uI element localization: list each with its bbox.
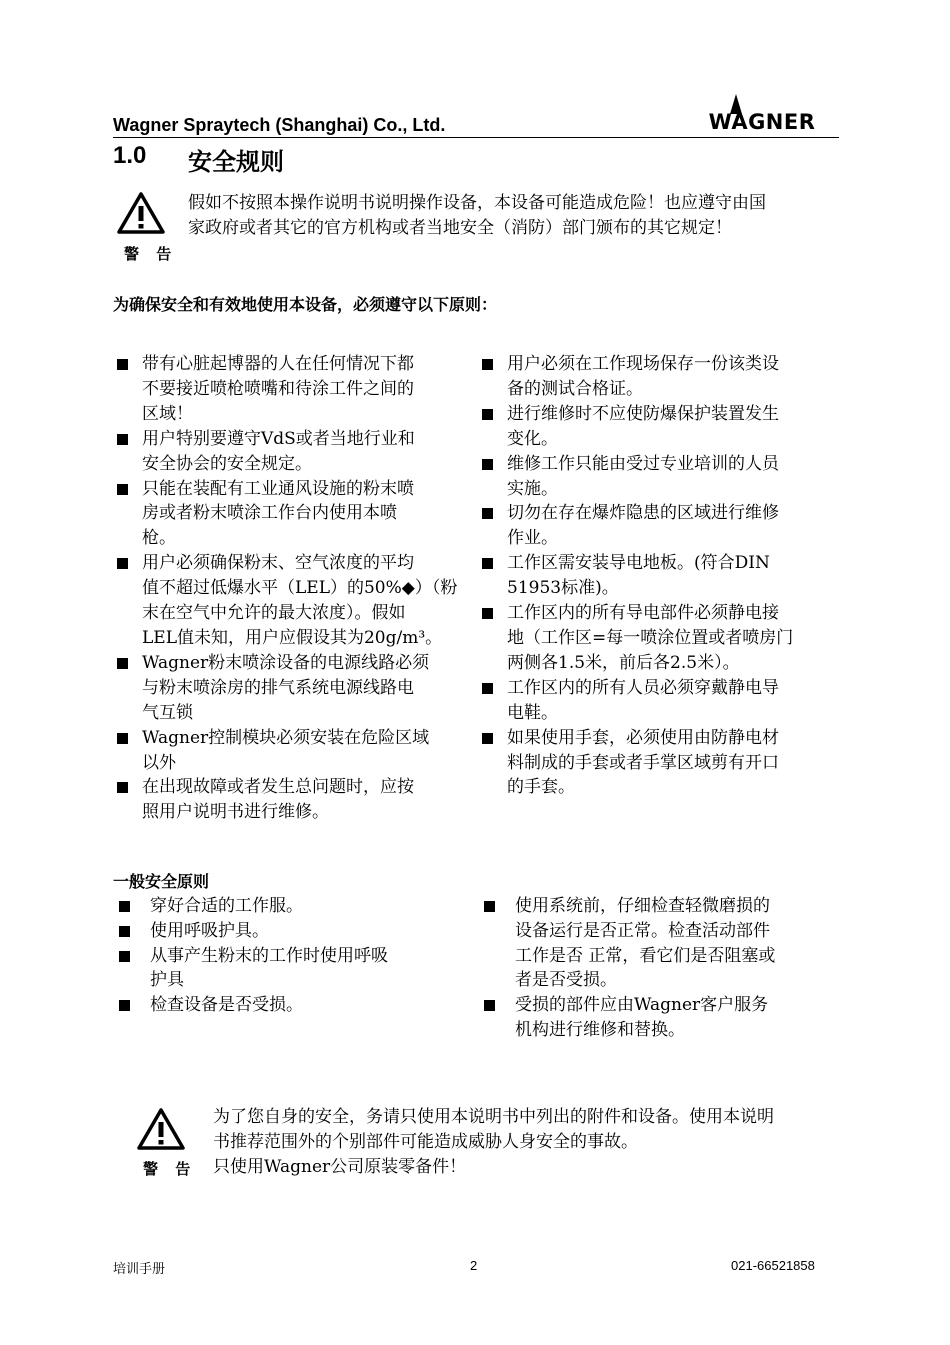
bullet-square-icon — [119, 926, 130, 937]
footer-phone: 021-66521858 — [731, 1258, 815, 1273]
bullet-square-icon — [482, 683, 493, 694]
page-number: 2 — [470, 1258, 478, 1273]
company-name: Wagner Spraytech (Shanghai) Co., Ltd. — [113, 115, 446, 135]
bullet-square-icon — [119, 1000, 130, 1011]
header-divider — [113, 137, 839, 138]
list-item: 只能在装配有工业通风设施的粉末喷 房或者粉末喷涂工作台内使用本喷 枪。 — [113, 477, 458, 552]
bullet-square-icon — [117, 359, 128, 370]
warning-line: 假如不按照本操作说明书说明操作设备，本设备可能造成危险！也应遵守由国 — [188, 193, 766, 213]
warning-label: 警 告 — [124, 245, 178, 263]
list-item: 在出现故障或者发生总问题时，应按 照用户说明书进行维修。 — [113, 775, 458, 825]
warning-text — [213, 1105, 853, 1180]
bullet-square-icon — [482, 733, 493, 744]
warning-line: 只使用Wagner公司原装零备件！ — [213, 1157, 467, 1177]
list-item: 维修工作只能由受过专业培训的人员 实施。 — [478, 452, 823, 502]
bullet-square-icon — [482, 409, 493, 420]
bullet-square-icon — [117, 434, 128, 445]
bullet-square-icon — [117, 733, 128, 744]
list-item: 用户必须确保粉末、空气浓度的平均 值不超过低爆水平（LEL）的50%◆）（粉 末在空气中允许的最大浓度）。假如 LEL值未知，用户应假设其为20g/m³。 — [113, 551, 458, 651]
bullet-square-icon — [482, 558, 493, 569]
bullet-square-icon — [117, 782, 128, 793]
warning-line: 为了您自身的安全，务请只使用本说明书中列出的附件和设备。使用本说明 — [213, 1107, 774, 1127]
general-list-left — [113, 894, 433, 1018]
bullet-square-icon — [484, 901, 495, 912]
list-item: 带有心脏起博器的人在任何情况下都 不要接近喷枪喷嘴和待涂工件之间的 区域！ — [113, 352, 458, 427]
list-item: 进行维修时不应使防爆保护装置发生 变化。 — [478, 402, 823, 452]
list-item: 切勿在存在爆炸隐患的区域进行维修 作业。 — [478, 501, 823, 551]
warning-triangle-icon — [117, 192, 165, 234]
bullet-square-icon — [117, 484, 128, 495]
list-item: 工作区需安装导电地板。(符合DIN 51953标准)。 — [478, 551, 823, 601]
section-title: 安全规则 — [188, 148, 284, 176]
principles-list-left — [113, 352, 458, 825]
warning-triangle-icon — [137, 1108, 185, 1150]
general-list-right — [478, 894, 808, 1043]
list-item: 如果使用手套，必须使用由防静电材 料制成的手套或者手掌区域剪有开口 的手套。 — [478, 726, 823, 801]
footer-manual-title: 培训手册 — [113, 1262, 166, 1277]
logo-text: WAGNER — [708, 110, 816, 132]
list-item: 受损的部件应由Wagner客户服务 机构进行维修和替换。 — [478, 993, 808, 1043]
list-item: Wagner粉末喷涂设备的电源线路必须 与粉末喷涂房的排气系统电源线路电 气互锁 — [113, 651, 458, 726]
list-item: 从事产生粉末的工作时使用呼吸 护具 — [113, 944, 433, 994]
bullet-square-icon — [117, 558, 128, 569]
warning-line: 书推荐范围外的个别部件可能造成威胁人身安全的事故。 — [213, 1132, 638, 1152]
warning-line: 家政府或者其它的官方机构或者当地安全（消防）部门颁布的其它规定！ — [188, 218, 732, 238]
principles-heading: 为确保安全和有效地使用本设备，必须遵守以下原则： — [113, 295, 498, 314]
bullet-square-icon — [119, 951, 130, 962]
list-item: 穿好合适的工作服。 — [113, 894, 433, 919]
principles-list-right — [478, 352, 823, 800]
section-number: 1.0 — [113, 142, 147, 169]
warning-label: 警 告 — [143, 1160, 197, 1178]
bullet-square-icon — [119, 901, 130, 912]
bullet-square-icon — [482, 508, 493, 519]
list-item: Wagner控制模块必须安装在危险区域 以外 — [113, 726, 458, 776]
warning-text — [188, 191, 848, 241]
list-item: 使用呼吸护具。 — [113, 919, 433, 944]
bullet-square-icon — [482, 359, 493, 370]
list-item: 使用系统前，仔细检查轻微磨损的 设备运行是否正常。检查活动部件 工作是否 正常，看它们是否阻塞或 者是否受损。 — [478, 894, 808, 993]
bullet-square-icon — [482, 608, 493, 619]
list-item: 检查设备是否受损。 — [113, 993, 433, 1018]
general-safety-heading: 一般安全原则 — [113, 872, 210, 891]
list-item: 用户必须在工作现场保存一份该类设 备的测试合格证。 — [478, 352, 823, 402]
bullet-square-icon — [482, 459, 493, 470]
list-item: 工作区内的所有人员必须穿戴静电导 电鞋。 — [478, 676, 823, 726]
list-item: 用户特别要遵守VdS或者当地行业和 安全协会的安全规定。 — [113, 427, 458, 477]
bullet-square-icon — [117, 658, 128, 669]
list-item: 工作区内的所有导电部件必须静电接 地（工作区=每一喷涂位置或者喷房门 两侧各1.5米，前后各2.5米）。 — [478, 601, 823, 676]
bullet-square-icon — [484, 1000, 495, 1011]
wagner-logo — [700, 92, 825, 132]
